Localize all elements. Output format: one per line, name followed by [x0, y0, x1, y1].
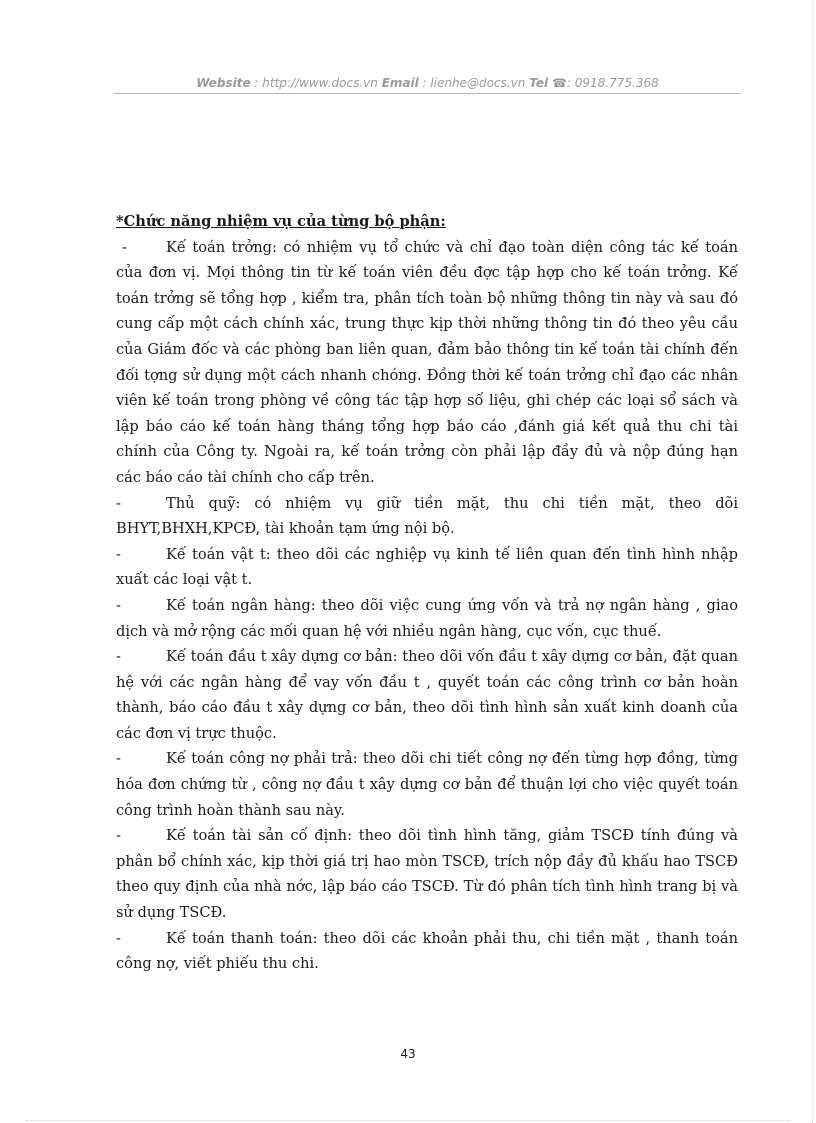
paragraph-text: Kế toán tài sản cố định: theo dõi tình hình tăng, giảm TSCĐ tính đúng và phân bổ chính xác, kịp thời giá trị hao mòn TSCĐ, trích nộp đầy đủ khấu hao TSCĐ theo quy định của nhà nớc, lập báo cáo TSCĐ. Từ đó phân tích tình hình trang bị và sử dụng TSCĐ.	[116, 827, 738, 922]
paragraph-chief-accountant	[116, 235, 738, 491]
section-heading: *Chức năng nhiệm vụ của từng bộ phận:	[116, 213, 446, 230]
tel-label: Tel	[529, 76, 549, 90]
paragraph-bank-accountant	[116, 593, 738, 644]
page-number: 43	[400, 1047, 416, 1061]
paragraph-materials-accountant	[116, 542, 738, 593]
website-value: : http://www.docs.vn	[254, 76, 378, 90]
document-body	[116, 209, 738, 977]
footer-divider	[26, 1120, 790, 1121]
paragraph-text: Kế toán trởng: có nhiệm vụ tổ chức và chỉ đạo toàn diện công tác kế toán của đơn vị. Mọi thông tin từ kế toán viên đều đợc tập hợp cho kế toán trởng. Kế toán trởng sẽ tổng hợp , kiểm tra, phân tích toàn bộ những thông tin này và sau đó cung cấp một cách chính xác, trung thực kịp thời những thông tin đó theo yêu cầu của Giám đốc và các phòng ban liên quan, đảm bảo thông tin kế toán tài chính đến đối tợng sử dụng một cách nhanh chóng. Đồng thời kế toán trởng chỉ đạo các nhân viên kế toán trong phòng về công tác tập hợp số liệu, ghi chép các loại sổ sách và lập báo cáo kế toán hàng tháng tổng hợp báo cáo ,đánh giá kết quả thu chi tài chính của Công ty. Ngoài ra, kế toán trởng còn phải lập đầy đủ và nộp đúng hạn các báo cáo tài chính cho cấp trên.	[116, 238, 738, 486]
page-edge-guide	[812, 0, 813, 1123]
paragraph-payment-accountant	[116, 926, 738, 977]
list-dash: -	[122, 238, 127, 256]
list-dash: -	[116, 827, 121, 845]
website-label: Website	[196, 76, 251, 90]
email-label: Email	[381, 76, 419, 90]
paragraph-fixed-assets-accountant	[116, 823, 738, 925]
paragraph-text: Kế toán vật t: theo dõi các nghiệp vụ kinh tế liên quan đến tình hình nhập xuất các loại vật t.	[116, 545, 738, 589]
list-dash: -	[116, 494, 121, 512]
paragraph-text: Kế toán công nợ phải trả: theo dõi chi tiết công nợ đến từng hợp đồng, từng hóa đơn chứng từ , công nợ đầu t xây dựng cơ bản để thuận lợi cho việc quyết toán công trình hoàn thành sau này.	[116, 750, 738, 819]
list-dash: -	[116, 750, 121, 768]
tel-value: : 0918.775.368	[566, 76, 659, 90]
list-dash: -	[116, 596, 121, 614]
page-header	[114, 76, 741, 90]
email-value: : lienhe@docs.vn	[422, 76, 526, 90]
phone-icon: ☎	[551, 76, 567, 90]
paragraph-text: Kế toán ngân hàng: theo dõi việc cung ứng vốn và trả nợ ngân hàng , giao dịch và mở rộng các mối quan hệ với nhiều ngân hàng, cục vốn, cục thuế.	[116, 596, 738, 640]
paragraph-treasurer	[116, 491, 738, 542]
list-dash: -	[116, 545, 121, 563]
list-dash: -	[116, 929, 121, 947]
header-divider	[114, 93, 741, 94]
paragraph-payables-accountant	[116, 746, 738, 823]
paragraph-text: Kế toán đầu t xây dựng cơ bản: theo dõi vốn đầu t xây dựng cơ bản, đặt quan hệ với các ngân hàng để vay vốn đầu t , quyết toán các công trình cơ bản hoàn thành, báo cáo đầu t xây dựng cơ bản, theo dõi tình hình sản xuất kinh doanh của các đơn vị trực thuộc.	[116, 648, 738, 742]
paragraph-text: Thủ quỹ: có nhiệm vụ giữ tiền mặt, thu chi tiền mặt, theo dõi BHYT,BHXH,KPCĐ, tài khoản tạm ứng nội bộ.	[116, 494, 738, 538]
list-dash: -	[116, 648, 121, 666]
paragraph-text: Kế toán thanh toán: theo dõi các khoản phải thu, chi tiền mặt , thanh toán công nợ, viết phiếu thu chi.	[116, 929, 738, 973]
paragraph-investment-accountant	[116, 644, 738, 746]
